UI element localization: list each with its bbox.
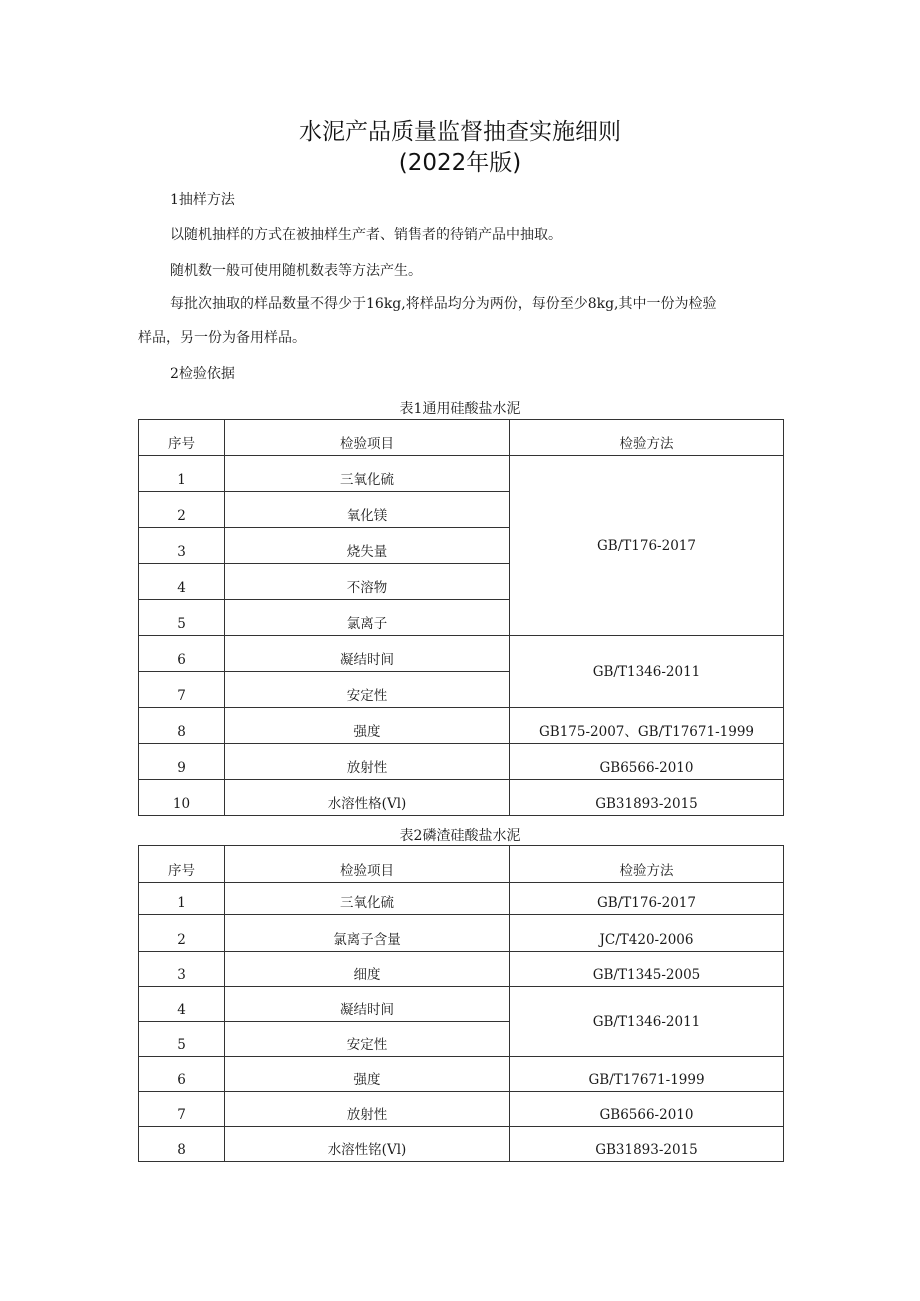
table-row xyxy=(139,744,784,780)
table2 xyxy=(138,845,784,1162)
table-row xyxy=(139,987,784,1022)
test-item: 三氧化硫 xyxy=(225,456,510,492)
row-number: 2 xyxy=(139,915,225,952)
test-method-merged: GB/T176-2017 xyxy=(510,456,784,636)
row-number: 3 xyxy=(139,952,225,987)
test-item: 安定性 xyxy=(225,672,510,708)
header-cell: 检验项目 xyxy=(225,420,510,456)
test-item: 水溶性格(Vl) xyxy=(225,780,510,816)
test-item: 放射性 xyxy=(225,1092,510,1127)
test-item: 烧失量 xyxy=(225,528,510,564)
test-method: GB/T17671-1999 xyxy=(510,1057,784,1092)
test-item: 安定性 xyxy=(225,1022,510,1057)
test-method: JC/T420-2006 xyxy=(510,915,784,952)
test-item: 放射性 xyxy=(225,744,510,780)
test-item: 三氧化硫 xyxy=(225,883,510,915)
paragraph-1: 以随机抽样的方式在被抽样生产者、销售者的待销产品中抽取。 xyxy=(170,227,562,243)
test-item: 凝结时间 xyxy=(225,636,510,672)
test-item: 氯离子 xyxy=(225,600,510,636)
row-number: 6 xyxy=(139,1057,225,1092)
table-row xyxy=(139,780,784,816)
paragraph-3-line2: 样品，另一份为备用样品。 xyxy=(138,330,306,346)
paragraph-3-line1: 每批次抽取的样品数量不得少于16kg,将样品均分为两份，每份至少8kg,其中一份为检验 xyxy=(170,296,717,312)
table-row xyxy=(139,915,784,952)
section1-heading: 1抽样方法 xyxy=(170,192,235,208)
test-item: 强度 xyxy=(225,708,510,744)
test-method: GB/T1345-2005 xyxy=(510,952,784,987)
table2-caption: 表2磷渣硅酸盐水泥 xyxy=(399,828,521,844)
row-number: 2 xyxy=(139,492,225,528)
section2-heading: 2检验依据 xyxy=(170,366,235,382)
test-method: GB31893-2015 xyxy=(510,1127,784,1162)
test-method-merged: GB/T1346-2011 xyxy=(510,987,784,1057)
table1 xyxy=(138,419,784,816)
table-row xyxy=(139,952,784,987)
test-method-merged: GB/T1346-2011 xyxy=(510,636,784,708)
header-cell: 检验项目 xyxy=(225,846,510,883)
row-number: 6 xyxy=(139,636,225,672)
row-number: 10 xyxy=(139,780,225,816)
test-item: 凝结时间 xyxy=(225,987,510,1022)
test-item: 不溶物 xyxy=(225,564,510,600)
header-cell: 序号 xyxy=(139,420,225,456)
test-item: 水溶性铭(Vl) xyxy=(225,1127,510,1162)
row-number: 4 xyxy=(139,564,225,600)
table-row xyxy=(139,1057,784,1092)
document-subtitle: (2022年版) xyxy=(398,150,522,176)
row-number: 7 xyxy=(139,1092,225,1127)
header-cell: 检验方法 xyxy=(510,420,784,456)
header-cell: 检验方法 xyxy=(510,846,784,883)
test-item: 氯离子含量 xyxy=(225,915,510,952)
test-method: GB6566-2010 xyxy=(510,1092,784,1127)
row-number: 7 xyxy=(139,672,225,708)
table-row xyxy=(139,456,784,492)
row-number: 5 xyxy=(139,600,225,636)
test-method: GB175-2007、GB/T17671-1999 xyxy=(510,708,784,744)
header-cell: 序号 xyxy=(139,846,225,883)
table-row xyxy=(139,1092,784,1127)
table-row xyxy=(139,883,784,915)
test-item: 细度 xyxy=(225,952,510,987)
test-method: GB31893-2015 xyxy=(510,780,784,816)
table-row xyxy=(139,708,784,744)
table-row xyxy=(139,636,784,672)
row-number: 8 xyxy=(139,708,225,744)
table-header-row xyxy=(139,846,784,883)
row-number: 1 xyxy=(139,883,225,915)
test-item: 氧化镁 xyxy=(225,492,510,528)
test-item: 强度 xyxy=(225,1057,510,1092)
test-method: GB/T176-2017 xyxy=(510,883,784,915)
paragraph-2: 随机数一般可使用随机数表等方法产生。 xyxy=(170,263,422,279)
row-number: 3 xyxy=(139,528,225,564)
row-number: 4 xyxy=(139,987,225,1022)
document-title: 水泥产品质量监督抽查实施细则 xyxy=(299,119,621,145)
row-number: 1 xyxy=(139,456,225,492)
table-row xyxy=(139,1127,784,1162)
table-header-row xyxy=(139,420,784,456)
row-number: 9 xyxy=(139,744,225,780)
row-number: 8 xyxy=(139,1127,225,1162)
table1-caption: 表1通用硅酸盐水泥 xyxy=(399,401,521,417)
row-number: 5 xyxy=(139,1022,225,1057)
test-method: GB6566-2010 xyxy=(510,744,784,780)
